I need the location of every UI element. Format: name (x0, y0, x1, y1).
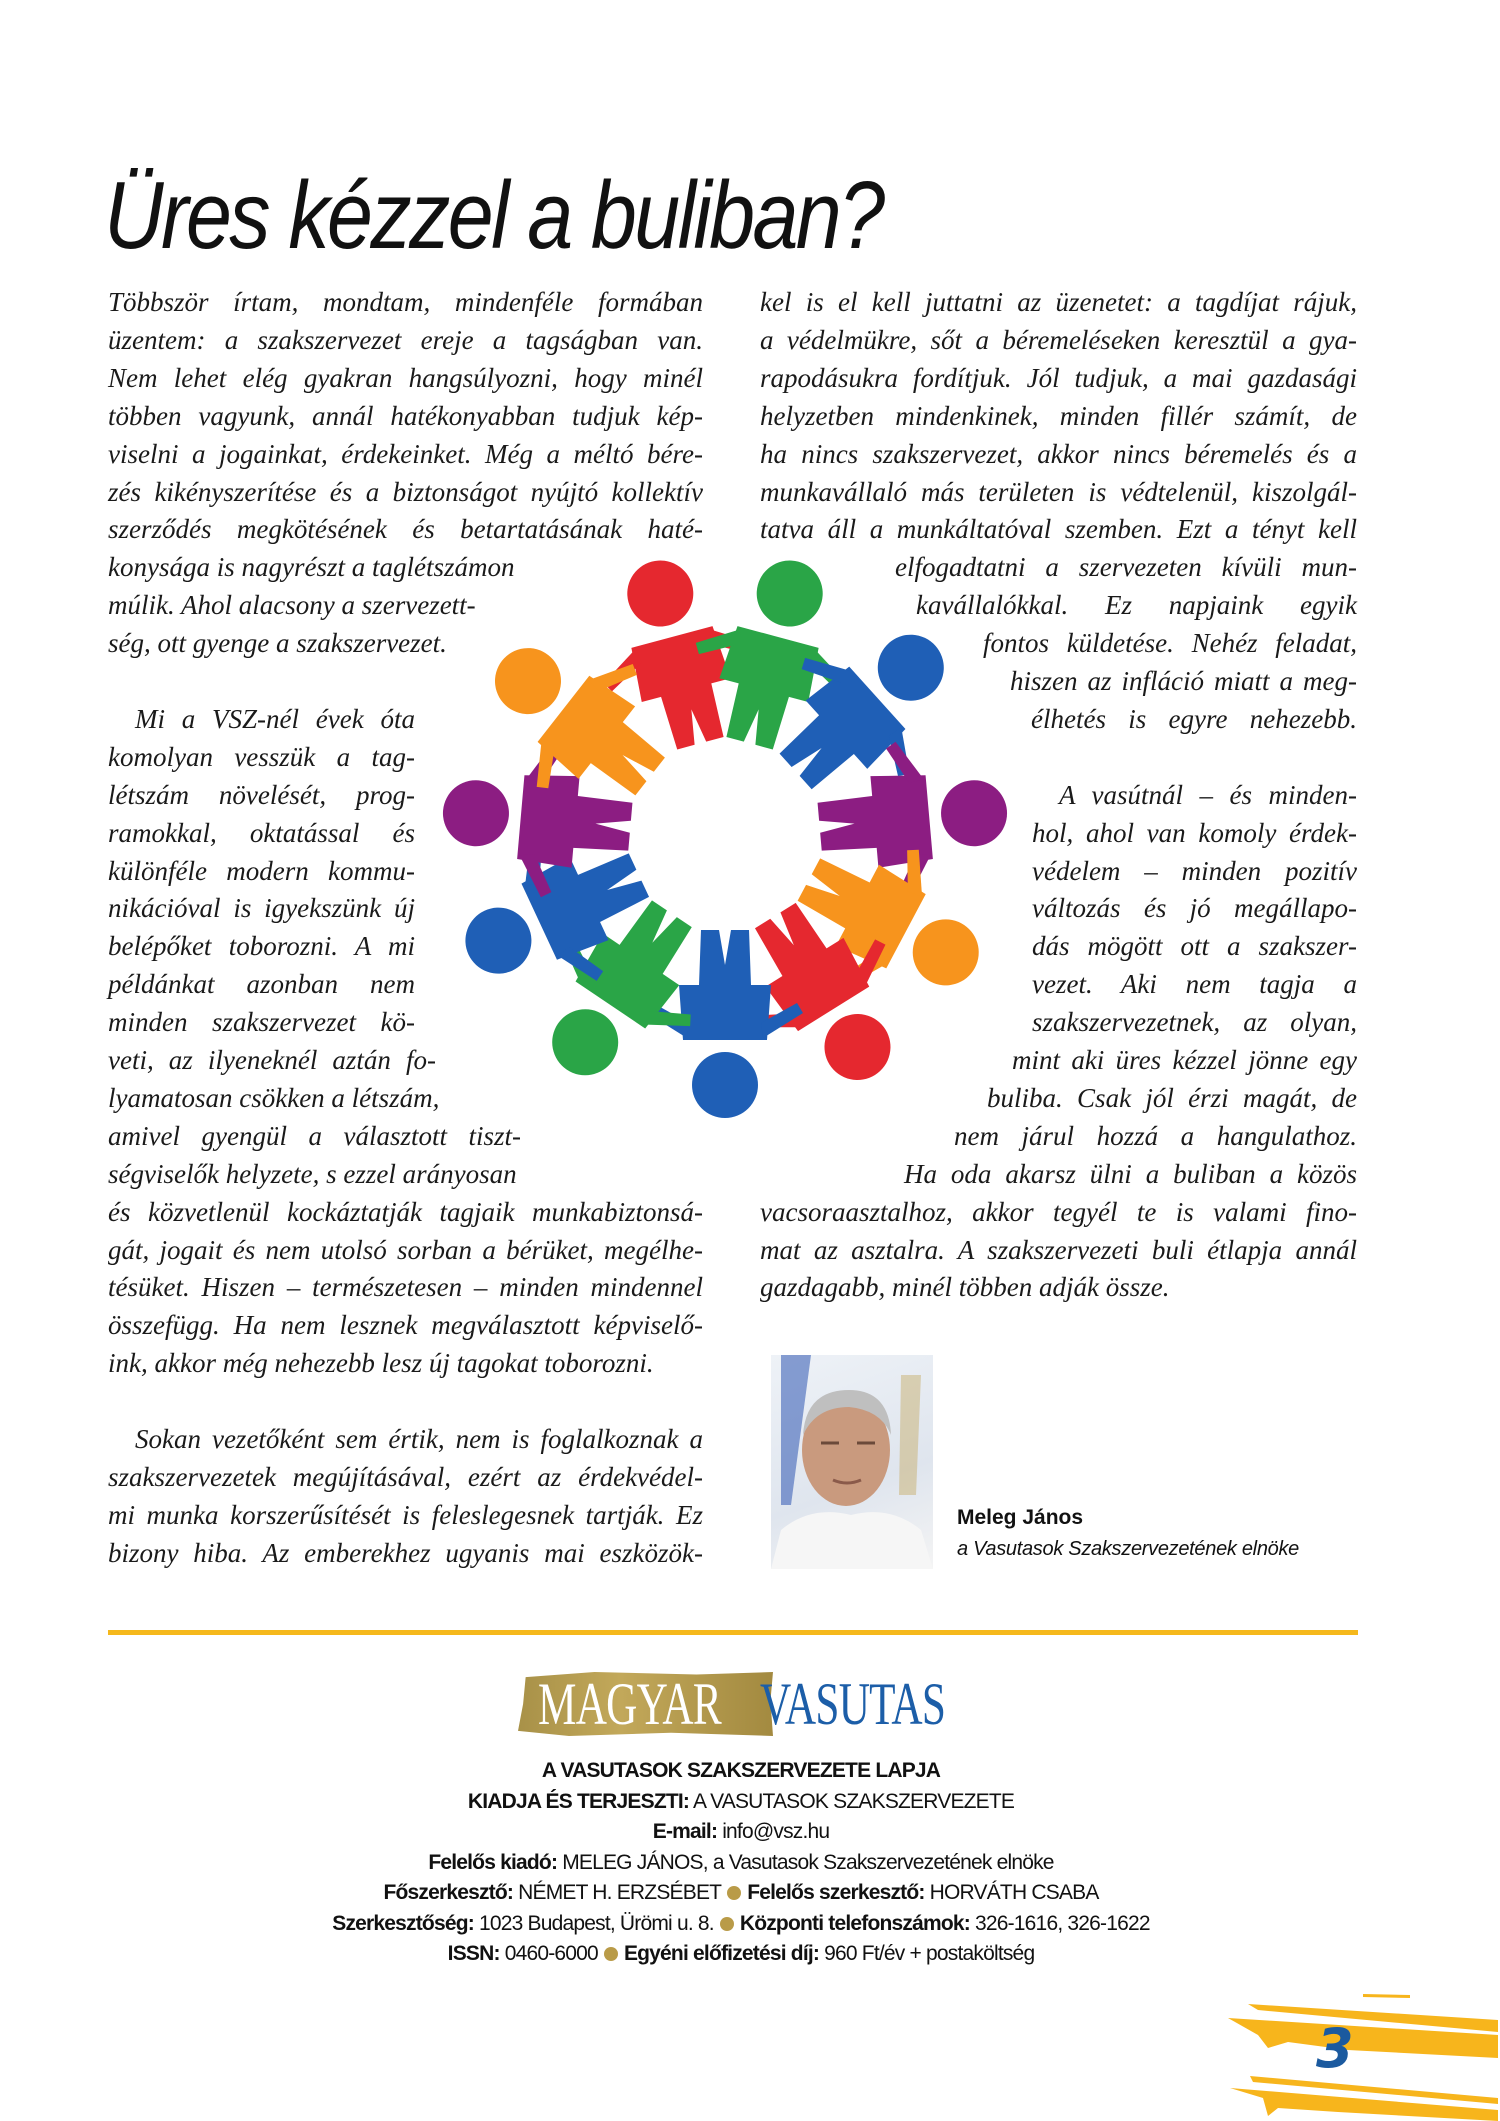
person-head (692, 1052, 758, 1118)
masthead-imprint (0, 1756, 1482, 1970)
line-text: vacsoraasztalhoz, akkor tegyél te is valami fino- (760, 1196, 1357, 1227)
imprint-value: MELEG JÁNOS, a Vasutasok Szakszervezetének elnöke (557, 1850, 1054, 1874)
line-text: Többször írtam, mondtam, mindenféle formában (108, 287, 703, 317)
right-column-line (1032, 814, 1357, 852)
section-divider (108, 1630, 1358, 1635)
right-column-line (1059, 776, 1357, 814)
left-column-line (108, 738, 415, 776)
author-role: a Vasutasok Szakszervezetének elnöke (957, 1538, 1299, 1560)
left-column-line (108, 397, 703, 435)
line-text: A vasútnál – és minden- (1059, 779, 1357, 810)
right-column-line (1032, 889, 1357, 927)
line-text: Mi a VSZ-nél évek óta (135, 703, 415, 734)
line-text: amivel gyengül a választott tiszt- (108, 1120, 521, 1151)
right-column-line (760, 473, 1357, 511)
line-text: szerződés megkötésének és betartatásának haté- (108, 514, 703, 545)
left-column-line (108, 1534, 703, 1572)
line-text: lyamatosan csökken a létszám, (108, 1082, 440, 1113)
right-column-line (904, 1155, 1357, 1193)
line-text: konysága is nagyrészt a taglétszámon (108, 552, 515, 583)
line-text: tatva áll a munkáltatóval szemben. Ezt a tényt kell (760, 514, 1357, 545)
line-text: kavállalókkal. Ez napjaink egyik (916, 590, 1357, 621)
line-text: és közvetlenül kockáztatják tagjaik munkabiztonsá- (108, 1196, 703, 1227)
line-text: ha nincs szakszervezet, akkor nincs béremelés és a (760, 438, 1357, 469)
line-text: ség, ott gyenge a szakszervezet. (108, 628, 447, 659)
line-text: helyzetben mindenkinek, minden fillér számít, de (760, 400, 1357, 431)
left-column-line (108, 889, 415, 927)
imprint-value: info@vsz.hu (717, 1820, 830, 1843)
line-text: példánkat azonban nem (108, 969, 415, 1000)
left-column-line (108, 1193, 703, 1231)
person-head (812, 1002, 903, 1093)
right-column-line (1010, 662, 1357, 700)
left-column-line (108, 965, 415, 1003)
person-head (938, 777, 1010, 849)
imprint-value: 0460-6000 (499, 1942, 598, 1965)
right-column-line (760, 1231, 1357, 1269)
line-text: élhetés is egyre nehezebb. (1031, 703, 1357, 734)
author-name: Meleg János (957, 1506, 1084, 1529)
right-column-line (1031, 700, 1357, 738)
left-column-line (135, 1420, 703, 1458)
line-text: különféle modern kommu- (108, 855, 415, 886)
line-text: fontos küldetése. Nehéz feladat, (983, 628, 1357, 659)
imprint-line (0, 1909, 1482, 1940)
right-column-line (760, 283, 1357, 321)
imprint-value: 1023 Budapest, Ürömi u. 8. (473, 1911, 714, 1935)
line-text: mi munka korszerűsítését is feleslegesnek tartják. Ez (108, 1499, 703, 1530)
logo-text-vasutas: VASUTAS (760, 1671, 946, 1737)
imprint-line (0, 1878, 1482, 1909)
left-column-line (108, 776, 415, 814)
line-text: változás és jó megállapo- (1032, 893, 1357, 924)
person-head (539, 996, 631, 1088)
line-text: Ha oda akarsz ülni a buliban a közös (904, 1158, 1357, 1189)
line-text: mat az asztalra. A szakszervezeti buli étlapja annál (760, 1234, 1357, 1265)
line-text: nikációval is igyekszünk új (108, 893, 415, 924)
left-column-line (108, 1231, 703, 1269)
line-text: ramokkal, oktatással és (108, 817, 415, 848)
imprint-value: A VASUTASOK SZAKSZERVEZETE (689, 1789, 1015, 1813)
left-column-line (108, 435, 703, 473)
line-text: mint aki üres kézzel jönne egy (1012, 1045, 1357, 1075)
left-column-line (108, 1268, 703, 1306)
person-head (901, 908, 990, 997)
right-column-line (760, 1268, 1357, 1306)
person-head (620, 553, 701, 634)
line-text: hol, ahol van komoly érdek- (1032, 817, 1357, 848)
left-column-line (108, 852, 415, 890)
line-text: belépőket toborozni. A mi (108, 931, 415, 962)
line-text: viselni a jogainkat, érdekeinket. Még a méltó bére- (108, 438, 703, 469)
person-body (679, 930, 771, 1040)
line-text: kel is el kell juttatni az üzenetet: a tagdíjat rájuk, (760, 287, 1357, 317)
bullet-dot (604, 1947, 618, 1961)
line-text: gazdagabb, minél többen adják össze. (760, 1272, 1170, 1303)
line-text: Nem lehet elég gyakran hangsúlyozni, hogy minél (108, 362, 703, 393)
imprint-label: Felelős szerkesztő: (747, 1881, 925, 1904)
imprint-line (0, 1848, 1482, 1879)
imprint-line (0, 1756, 1482, 1787)
logo-text-magyar: MAGYAR (538, 1671, 721, 1737)
left-column-line (108, 1155, 560, 1193)
page-number: 3 (1316, 2017, 1354, 2080)
right-column-line (760, 1193, 1357, 1231)
imprint-label: Központi telefonszámok: (739, 1911, 970, 1935)
left-column-line (108, 1003, 415, 1041)
line-text: múlik. Ahol alacsony a szervezett- (108, 590, 476, 621)
imprint-label: Felelős kiadó: (428, 1850, 558, 1874)
imprint-label: Szerkesztőség: (332, 1911, 474, 1935)
left-column-line (108, 927, 415, 965)
line-text: zés kikényszerítése és a biztonságot nyújtó kollektív (108, 476, 703, 507)
line-text: védelem – minden pozitív (1032, 855, 1357, 886)
right-column-line (1032, 1003, 1357, 1041)
imprint-value: NÉMET H. ERZSÉBET (513, 1881, 722, 1904)
right-column-line (760, 359, 1357, 397)
left-column-line (108, 473, 703, 511)
line-text: bizony hiba. Az emberekhez ugyanis mai eszközök- (108, 1537, 703, 1568)
left-column-line (108, 1344, 703, 1382)
right-column-line (1012, 1041, 1357, 1079)
line-text: vezet. Aki nem tagja a (1032, 969, 1357, 1000)
right-column-line (987, 1079, 1357, 1117)
imprint-value: 960 Ft/év + postaköltség (819, 1942, 1035, 1965)
line-text: buliba. Csak jól érzi magát, de (987, 1082, 1357, 1113)
left-column-line (135, 700, 415, 738)
line-text: ségviselők helyzete, s ezzel arányosan (108, 1158, 517, 1189)
left-column-line (108, 359, 703, 397)
line-text: komolyan vesszük a tag- (108, 741, 415, 772)
line-text: ink, akkor még nehezebb lesz új tagokat toborozni. (108, 1348, 654, 1379)
imprint-label: ISSN: (447, 1942, 500, 1965)
right-column-line (1032, 852, 1357, 890)
imprint-label: KIADJA ÉS TERJESZTI: (467, 1789, 690, 1813)
left-column-line (108, 283, 703, 321)
line-text: üzentem: a szakszervezet ereje a tagságban van. (108, 324, 703, 355)
line-text: szakszervezetnek, az olyan, (1032, 1007, 1357, 1038)
line-text: Sokan vezetőként sem értik, nem is foglalkoznak a (135, 1424, 703, 1454)
right-column-line (983, 624, 1357, 662)
line-text: munkavállaló más területen is védtelenül, kiszolgál- (760, 476, 1357, 507)
imprint-label: Egyéni előfizetési díj: (623, 1942, 820, 1965)
imprint-line (0, 1939, 1482, 1970)
line-text: rapodásukra fordítjuk. Jól tudjuk, a mai gazdasági (760, 362, 1357, 393)
right-column-line (760, 321, 1357, 359)
line-text: minden szakszervezet kö- (108, 1007, 415, 1038)
line-text: összefügg. Ha nem lesznek megválasztott képviselő- (108, 1310, 703, 1341)
left-column-line (108, 1458, 703, 1496)
right-column-line (760, 435, 1357, 473)
line-text: nem járul hozzá a hangulathoz. (954, 1120, 1357, 1151)
imprint-line (0, 1787, 1482, 1818)
people-circle-illustration (425, 535, 1025, 1135)
line-text: létszám növelését, prog- (108, 779, 415, 810)
imprint-label: Főszerkesztő: (383, 1881, 514, 1904)
line-text: dás mögött ott a szakszer- (1032, 931, 1357, 962)
article-title: Üres kézzel a buliban? (104, 162, 883, 269)
left-column-line (108, 1306, 703, 1344)
person-head (749, 553, 830, 634)
left-column-line (108, 1079, 470, 1117)
author-photo (771, 1355, 933, 1569)
imprint-line (0, 1817, 1482, 1848)
left-column-line (108, 1496, 703, 1534)
line-text: többen vagyunk, annál hatékonyabban tudjuk kép- (108, 400, 703, 431)
left-column-line (108, 814, 415, 852)
person-head (440, 777, 512, 849)
line-text: gát, jogait és nem utolsó sorban a bérüket, megélhe- (108, 1234, 703, 1265)
line-text: tésüket. Hiszen – természetesen – minden mindennel (108, 1272, 703, 1303)
left-column-line (108, 321, 703, 359)
left-column-line (108, 1041, 436, 1079)
line-text: hiszen az infláció miatt a meg- (1010, 666, 1357, 696)
imprint-value: HORVÁTH CSABA (924, 1881, 1099, 1904)
line-text: a védelmükre, sőt a béremeléseken keresztül a gya- (760, 324, 1357, 355)
right-column-line (1032, 927, 1357, 965)
right-column-line (760, 397, 1357, 435)
person-head (455, 897, 543, 985)
bullet-dot (720, 1917, 734, 1931)
line-text: veti, az ilyeneknél aztán fo- (108, 1045, 436, 1075)
imprint-label: A VASUTASOK SZAKSZERVEZETE LAPJA (541, 1759, 941, 1782)
line-text: elfogadtatni a szervezeten kívüli mun- (895, 552, 1357, 583)
imprint-value: 326-1616, 326-1622 (969, 1911, 1150, 1935)
line-text: szakszervezetek megújításával, ezért az érdekvédel- (108, 1461, 703, 1492)
bullet-dot (727, 1886, 741, 1900)
magyar-vasutas-logo (518, 1664, 963, 1744)
imprint-label: E-mail: (652, 1820, 718, 1843)
right-column-line (1032, 965, 1357, 1003)
